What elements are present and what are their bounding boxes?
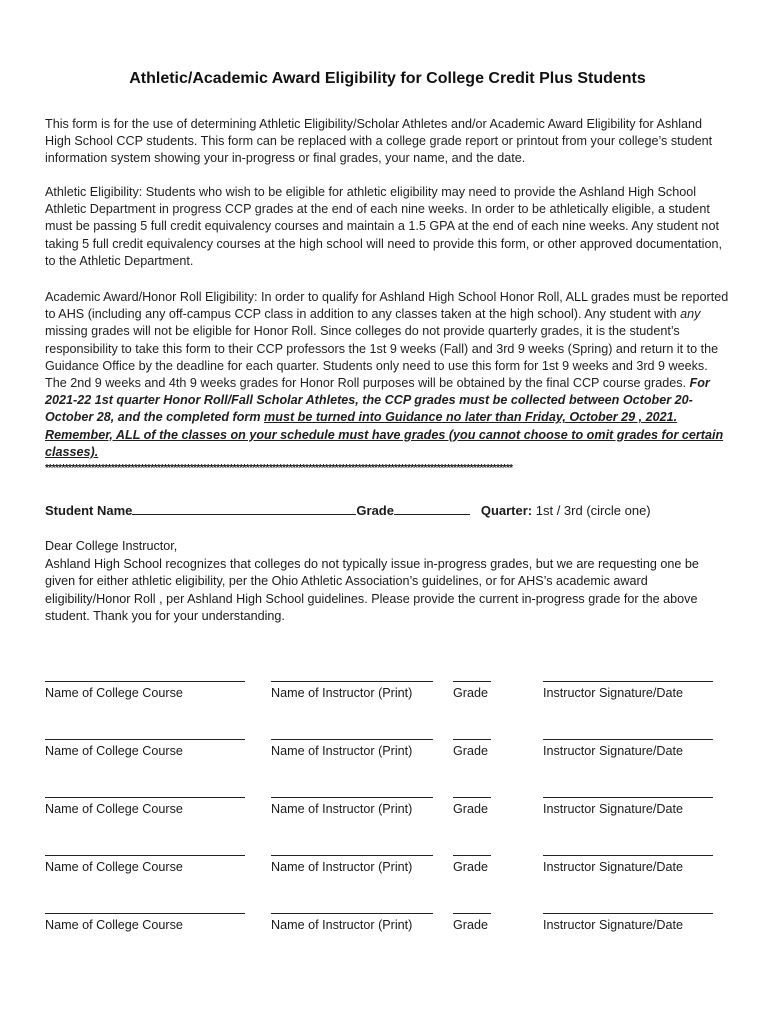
instructor-signature-label: Instructor Signature/Date [543,744,684,758]
course-name-line[interactable] [45,681,245,682]
instructor-signature-line[interactable] [543,855,713,856]
instructor-signature-line[interactable] [543,797,713,798]
course-row [45,855,730,895]
course-grade-line[interactable] [453,797,491,798]
instructor-name-line[interactable] [271,739,433,740]
course-name-label: Name of College Course [45,802,183,816]
instructor-signature-label: Instructor Signature/Date [543,918,684,932]
course-grade-label: Grade [453,860,489,874]
letter-body: Ashland High School recognizes that colleges do not typically issue in-progress grades, but we are requesting one be given for either athletic eligibility, per the Ohio Athletic Association’s guidelines, or for AHS’s academic award eligibility/Honor Roll , per Ashland High School guidelines. Please provide the current in-progress grade for the above student. Thank you for your understanding. [45,556,699,624]
course-row [45,797,730,837]
course-name-label: Name of College Course [45,744,183,758]
course-name-label: Name of College Course [45,918,183,932]
course-grade-line[interactable] [453,855,491,856]
course-grade-label: Grade [453,918,489,932]
instructor-name-line[interactable] [271,797,433,798]
grade-label: Grade [356,503,394,518]
instructor-signature-line[interactable] [543,739,713,740]
instructor-name-label: Name of Instructor (Print) [271,860,413,874]
course-grade-line[interactable] [453,681,491,682]
instructor-signature-line[interactable] [543,913,713,914]
student-name-field[interactable] [132,501,356,515]
instructor-name-label: Name of Instructor (Print) [271,918,413,932]
letter-salutation: Dear College Instructor, [45,539,178,553]
course-name-label: Name of College Course [45,686,183,700]
course-row [45,681,730,721]
academic-eligibility-paragraph [45,289,730,461]
course-name-line[interactable] [45,913,245,914]
academic-emphasis-any: any [680,307,701,322]
academic-text-1: Academic Award/Honor Roll Eligibility: In order to qualify for Ashland High School Honor Roll, ALL grades must be reported to AHS (including any off-campus CCP class in addition to any classes taken at the high school). Any student with [45,290,729,322]
athletic-eligibility-paragraph: Athletic Eligibility: Students who wish to be eligible for athletic eligibility may need to provide the Ashland High School Athletic Department in progress CCP grades at the end of each nine weeks. In order to be athletically eligible, a student must be passing 5 full credit equivalency courses and maintain a 1.5 GPA at the end of each nine weeks. Any student not taking 5 full credit equivalency courses at the high school will need to provide this form, or other approved documentation, to the Athletic Department. [45,185,722,268]
student-name-label: Student Name [45,503,133,518]
grade-field[interactable] [394,501,470,515]
course-name-label: Name of College Course [45,860,183,874]
instructor-name-label: Name of Instructor (Print) [271,686,413,700]
instructor-name-line[interactable] [271,855,433,856]
asterisk-separator: ********************************************************************************************************************************************** [45,463,513,474]
course-grade-line[interactable] [453,913,491,914]
academic-deadline-underlined: must be turned into Guidance no later than Friday, October 29 , 2021. Remember, ALL of the classes on your schedule must have grades (you cannot choose to omit grades for certain classes). [45,410,724,459]
instructor-name-label: Name of Instructor (Print) [271,744,413,758]
instructor-signature-label: Instructor Signature/Date [543,686,684,700]
instructor-signature-label: Instructor Signature/Date [543,802,684,816]
course-grade-label: Grade [453,744,489,758]
course-name-line[interactable] [45,797,245,798]
quarter-options[interactable]: 1st / 3rd (circle one) [535,503,651,518]
academic-text-2: missing grades will not be eligible for Honor Roll. Since colleges do not provide quarterly grades, it is the student’s responsibility to take this form to their CCP professors the 1st 9 weeks (Fall) and 3rd 9 weeks (Spring) and return it to the Guidance Office by the deadline for each quarter. Students only need to use this form for 1st 9 weeks and 3rd 9 weeks. The 2nd 9 weeks and 4th 9 weeks grades for Honor Roll purposes will be obtained by the final CCP course grades. [45,324,719,391]
instructor-name-line[interactable] [271,681,433,682]
academic-deadline-notice: For 2021-22 1st quarter Honor Roll/Fall Scholar Athletes, the CCP grades must be collected between October 20-October 28, and the completed form [45,376,710,425]
quarter-label: Quarter: [480,503,533,518]
course-row [45,913,730,953]
instructor-signature-line[interactable] [543,681,713,682]
student-info-row [45,501,730,518]
course-grade-line[interactable] [453,739,491,740]
course-grade-label: Grade [453,802,489,816]
course-name-line[interactable] [45,855,245,856]
course-grade-label: Grade [453,686,489,700]
course-name-line[interactable] [45,739,245,740]
instructor-name-label: Name of Instructor (Print) [271,802,413,816]
instructor-letter [45,538,730,626]
intro-paragraph: This form is for the use of determining Athletic Eligibility/Scholar Athletes and/or Academic Award Eligibility for Ashland High School CCP students. This form can be replaced with a college grade report or printout from your college’s student information system showing your in-progress or final grades, your name, and the date. [45,117,713,166]
instructor-name-line[interactable] [271,913,433,914]
course-row [45,739,730,779]
instructor-signature-label: Instructor Signature/Date [543,860,684,874]
form-title: Athletic/Academic Award Eligibility for College Credit Plus Students [129,70,646,87]
